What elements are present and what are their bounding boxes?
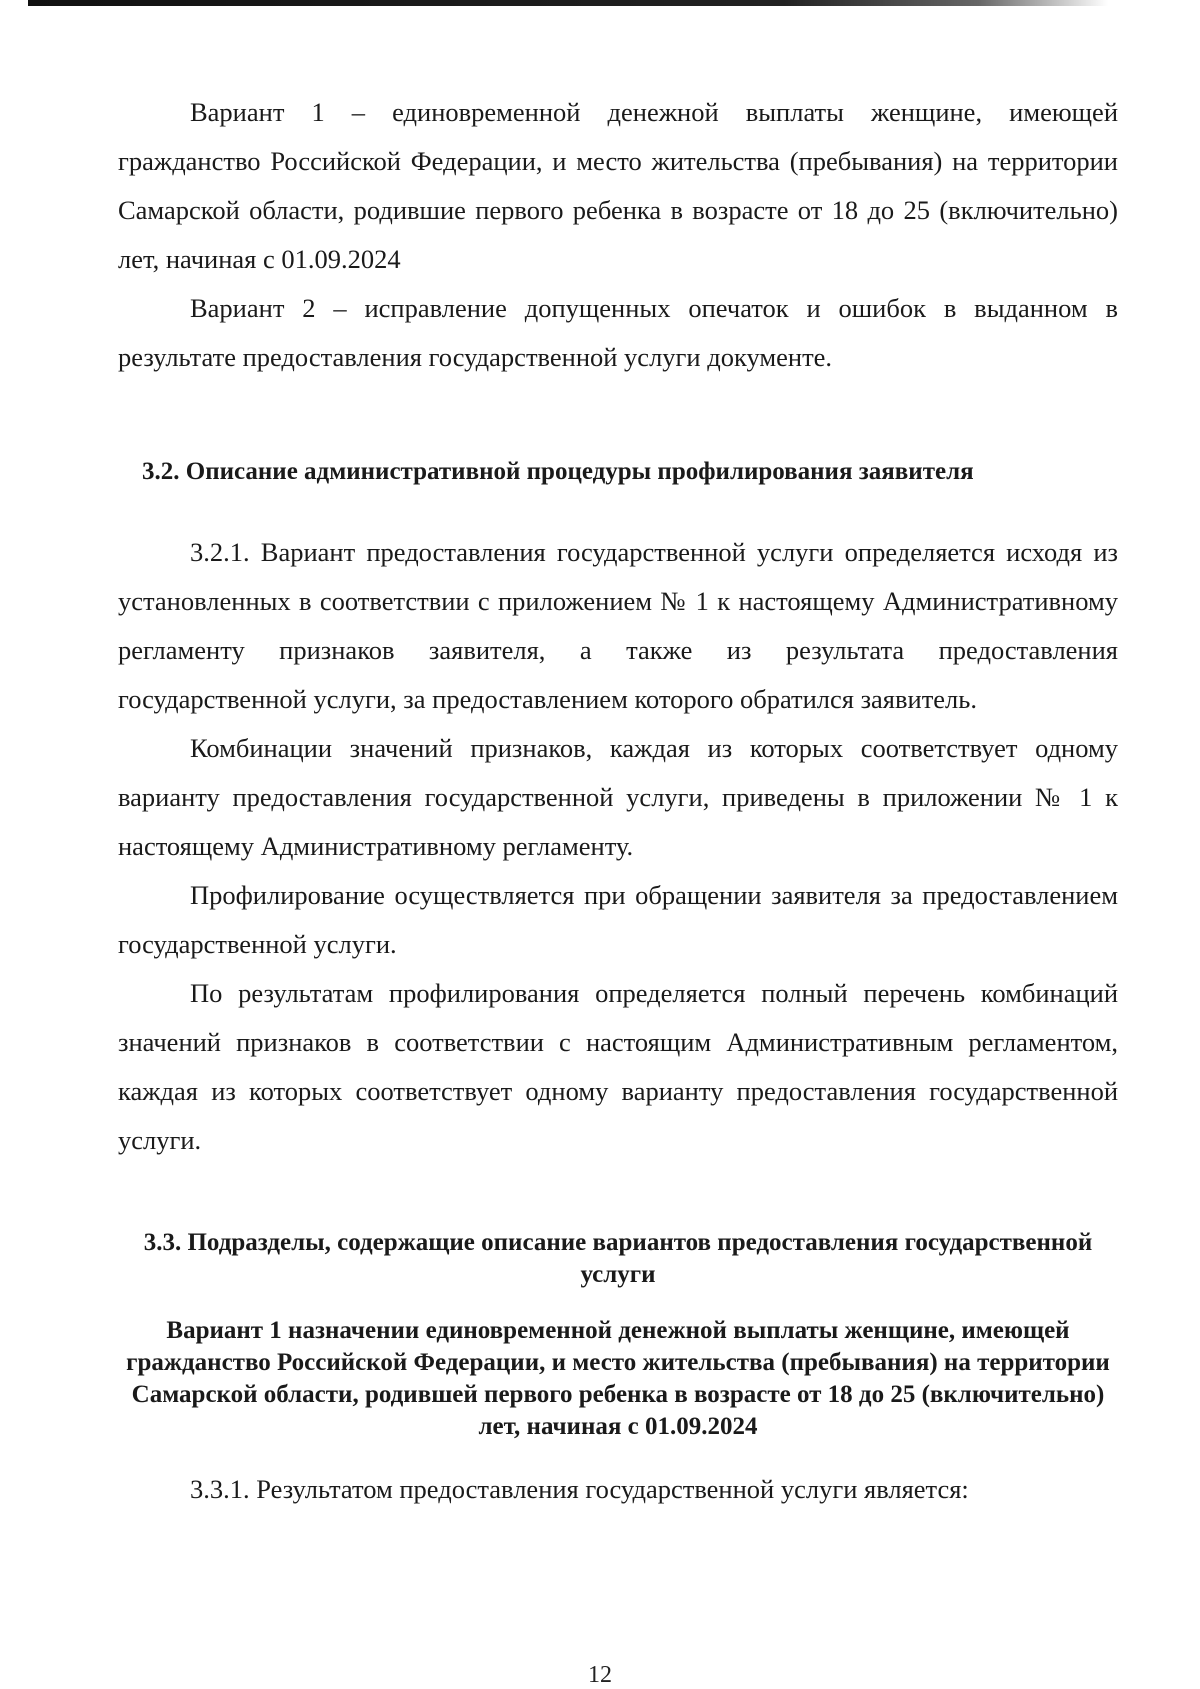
variant-1-heading: Вариант 1 назначении единовременной денежной выплаты женщине, имеющей гражданство Российской Федерации, и место жительства (пребывания) на территории Самарской области, родившей первого ребенка в возрасте от 18 до 25 (включительно) лет, начиная с 01.09.2024	[126, 1317, 1110, 1440]
document-page	[118, 88, 1118, 1514]
paragraph-profiling: Профилирование осуществляется при обращении заявителя за предоставлением государственной услуги.	[118, 880, 1118, 959]
section-3-2-heading: 3.2. Описание административной процедуры профилирования заявителя	[142, 458, 974, 485]
variant-2-paragraph: Вариант 2 – исправление допущенных опечаток и ошибок в выданном в результате предоставления государственной услуги документе.	[118, 293, 1118, 372]
paragraph-combinations: Комбинации значений признаков, каждая из которых соответствует одному варианту предоставления государственной услуги, приведены в приложении № 1 к настоящему Административному регламенту.	[118, 733, 1118, 861]
section-3-2-body	[118, 528, 1118, 1165]
intro-block	[118, 88, 1118, 382]
paragraph-3-3-1: 3.3.1. Результатом предоставления государственной услуги является:	[190, 1474, 969, 1504]
paragraph-profiling-results: По результатам профилирования определяется полный перечень комбинаций значений признаков в соответствии с настоящим Административным регламентом, каждая из которых соответствует одному варианту предоставления государственной услуги.	[118, 978, 1118, 1155]
section-3-3-heading: 3.3. Подразделы, содержащие описание вариантов предоставления государственной услуги	[143, 1229, 1093, 1288]
paragraph-3-2-1: 3.2.1. Вариант предоставления государственной услуги определяется исходя из установленных в соответствии с приложением № 1 к настоящему Административному регламенту признаков заявителя, а также из результата предоставления государственной услуги, за предоставлением которого обратился заявитель.	[118, 537, 1118, 714]
scan-edge-line	[28, 0, 1108, 6]
page-number: 12	[588, 1662, 612, 1688]
variant-1-paragraph: Вариант 1 – единовременной денежной выплаты женщине, имеющей гражданство Российской Федерации, и место жительства (пребывания) на территории Самарской области, родившие первого ребенка в возрасте от 18 до 25 (включительно) лет, начиная с 01.09.2024	[118, 97, 1118, 274]
